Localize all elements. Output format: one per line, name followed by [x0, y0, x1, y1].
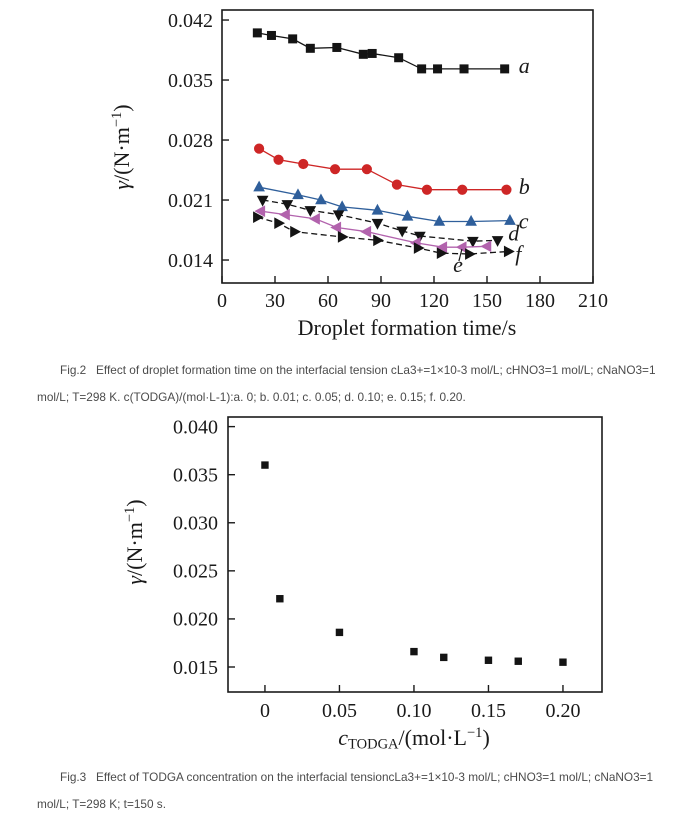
fig2-caption-line2: mol/L; T=298 K. c(TODGA)/(mol·L-1):a. 0; b. 0.01; c. 0.05; d. 0.10; e. 0.15; f. 0.20. — [37, 390, 466, 404]
x-axis-title: Droplet formation time/s — [297, 315, 517, 340]
x-tick-label: 150 — [472, 290, 502, 312]
series-a-point — [368, 49, 376, 57]
series-b-point — [392, 180, 401, 189]
plot-frame — [222, 10, 593, 283]
x-tick-label: 0.20 — [545, 700, 581, 722]
y-tick-label: 0.020 — [173, 608, 218, 631]
series-a-point — [501, 65, 509, 73]
series-a-point — [333, 43, 341, 51]
series-e-point — [361, 227, 370, 237]
series-e-point — [331, 222, 340, 232]
y-tick-label: 0.035 — [168, 69, 213, 92]
x-tick-label: 60 — [318, 290, 338, 312]
series-gamma-vs-cTODGA-point — [441, 654, 447, 660]
series-e-point — [280, 210, 289, 220]
x-tick-label: 180 — [525, 290, 555, 312]
fig2-caption-line1: Fig.2 Effect of droplet formation time on the interfacial tension cLa3+=1×10-3 mol/L; cHNO3=1 mol/L; cNaNO3=1 — [60, 363, 656, 377]
y-axis-title: $\gamma/(N\cdot m^{-1})$ — [109, 104, 134, 190]
series-gamma-vs-cTODGA-point — [277, 596, 283, 602]
x-axis-title: cTODGA/$(mol\cdot L^{-1})$ — [338, 725, 490, 753]
series-e-point — [310, 214, 319, 224]
x-tick-label: 90 — [371, 290, 391, 312]
series-e-point — [482, 241, 491, 251]
y-tick-label: 0.042 — [168, 9, 213, 32]
series-d-point — [493, 237, 503, 246]
x-tick-label: 210 — [578, 290, 608, 312]
y-tick-label: 0.015 — [173, 656, 218, 679]
y-tick-label: 0.028 — [168, 129, 213, 152]
series-d-point — [372, 219, 382, 228]
x-tick-label: 0 — [259, 700, 270, 722]
series-b-point — [362, 165, 371, 174]
series-gamma-vs-cTODGA-point — [336, 629, 342, 635]
series-b-point — [330, 165, 339, 174]
y-tick-label: 0.025 — [173, 560, 218, 583]
x-tick-label: 30 — [265, 290, 285, 312]
series-b-point — [502, 185, 511, 194]
series-f-label: f — [515, 240, 522, 266]
series-c-point — [254, 182, 264, 191]
y-tick-label: 0.030 — [173, 512, 218, 535]
y-tick-label: 0.040 — [173, 416, 218, 439]
series-gamma-vs-cTODGA-point — [485, 657, 491, 663]
fig3-scatter-chart — [0, 400, 697, 765]
series-gamma-vs-cTODGA-point — [515, 658, 521, 664]
series-a-point — [434, 65, 442, 73]
series-f-point — [291, 227, 300, 237]
fig2-line-chart — [0, 0, 697, 355]
x-tick-label: 0 — [217, 290, 227, 312]
y-tick-label: 0.014 — [168, 249, 213, 272]
y-axis-title: $\gamma/(N\cdot m^{-1})$ — [122, 499, 147, 585]
series-f-point — [374, 235, 383, 245]
series-f-point — [275, 218, 284, 228]
x-tick-label: 0.10 — [396, 700, 432, 722]
series-b-point — [299, 159, 308, 168]
series-d-point — [468, 237, 478, 246]
series-f-point — [504, 246, 513, 256]
fig3-caption-line2: mol/L; T=298 K; t=150 s. — [37, 797, 166, 811]
series-a-point — [306, 44, 314, 52]
series-gamma-vs-cTODGA-point — [262, 462, 268, 468]
fig3-plot-area — [122, 416, 602, 752]
series-f-point — [338, 232, 347, 242]
y-tick-label: 0.021 — [168, 189, 213, 212]
series-d-label: d — [508, 220, 520, 246]
series-a-point — [395, 54, 403, 62]
fig3-caption-line1: Fig.3 Effect of TODGA concentration on the interfacial tensioncLa3+=1×10-3 mol/L; cHNO3=1 mol/L; cNaNO3=1 — [60, 770, 654, 784]
series-b-point — [422, 185, 431, 194]
series-a-point — [359, 50, 367, 58]
series-a-point — [253, 29, 261, 37]
series-a-point — [267, 31, 275, 39]
series-a-point — [418, 65, 426, 73]
x-tick-label: 0.15 — [470, 700, 506, 722]
series-gamma-vs-cTODGA-point — [411, 648, 417, 654]
series-a-point — [289, 35, 297, 43]
annotation-label: e — [453, 252, 463, 278]
series-b-point — [458, 185, 467, 194]
y-tick-label: 0.035 — [173, 464, 218, 487]
x-tick-label: 0.05 — [321, 700, 357, 722]
series-a-point — [460, 65, 468, 73]
x-tick-label: 120 — [419, 290, 449, 312]
series-b-point — [255, 144, 264, 153]
fig2-plot-area — [109, 10, 608, 340]
series-a-label: a — [518, 53, 530, 79]
series-c-label: c — [518, 208, 529, 234]
series-c-point — [466, 216, 476, 225]
series-gamma-vs-cTODGA-point — [560, 659, 566, 665]
series-b-label: b — [518, 174, 530, 200]
series-b-point — [274, 155, 283, 164]
series-f-point — [466, 249, 475, 259]
series-b-line — [259, 149, 506, 190]
